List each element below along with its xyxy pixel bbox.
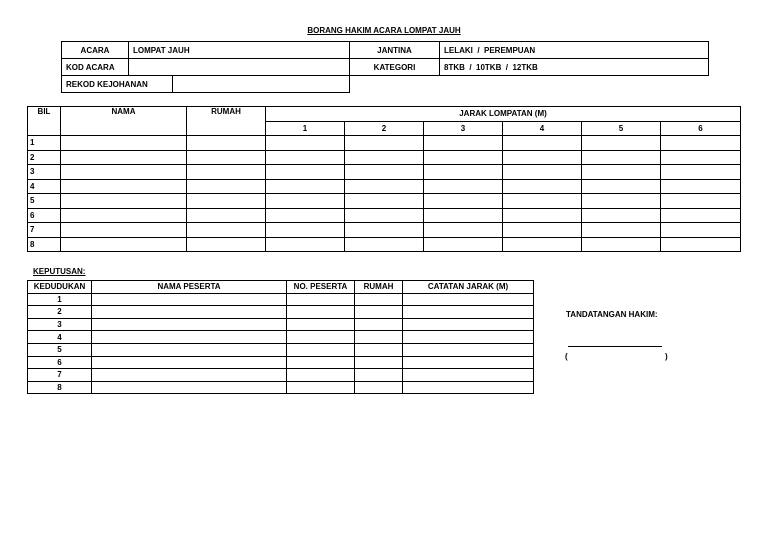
table-row: [28, 306, 534, 319]
entry-cell[interactable]: [355, 306, 403, 319]
jantina-value: LELAKI / PEREMPUAN: [440, 42, 709, 59]
entry-cell[interactable]: [187, 223, 266, 238]
entry-cell[interactable]: [355, 318, 403, 331]
table-row: [28, 331, 534, 344]
table-row: [28, 179, 741, 194]
entry-cell[interactable]: [355, 369, 403, 382]
entry-cell[interactable]: [503, 208, 582, 223]
entry-cell[interactable]: [661, 223, 741, 238]
kategori-label: KATEGORI: [350, 59, 440, 76]
keputusan-label: KEPUTUSAN:: [33, 267, 86, 276]
entry-cell[interactable]: [187, 165, 266, 180]
bil-header: BIL: [28, 107, 61, 136]
entry-cell[interactable]: [424, 179, 503, 194]
entry-cell[interactable]: [424, 165, 503, 180]
nama-header: NAMA: [61, 107, 187, 136]
entry-cell[interactable]: [661, 150, 741, 165]
entry-cell[interactable]: [661, 194, 741, 209]
entry-cell[interactable]: [355, 343, 403, 356]
kategori-value: 8TKB / 10TKB / 12TKB: [440, 59, 709, 76]
row-number: 3: [28, 165, 61, 180]
entry-cell[interactable]: [582, 194, 661, 209]
event-info-table: [61, 41, 709, 76]
entry-cell[interactable]: [61, 150, 187, 165]
entry-cell[interactable]: [61, 208, 187, 223]
table-row: [28, 223, 741, 238]
entry-cell[interactable]: [661, 208, 741, 223]
entry-cell[interactable]: [92, 306, 287, 319]
acara-value: LOMPAT JAUH: [129, 42, 350, 59]
entry-cell[interactable]: [403, 369, 534, 382]
entry-cell[interactable]: [503, 223, 582, 238]
attempt-header-3: 3: [424, 121, 503, 136]
entry-cell[interactable]: [661, 237, 741, 252]
signature-label: TANDATANGAN HAKIM:: [566, 310, 658, 319]
attempt-header-5: 5: [582, 121, 661, 136]
entry-cell[interactable]: [424, 150, 503, 165]
position-number: 3: [28, 318, 92, 331]
entry-cell[interactable]: [61, 165, 187, 180]
table-row: [28, 356, 534, 369]
entry-cell[interactable]: [582, 223, 661, 238]
entry-cell[interactable]: [345, 179, 424, 194]
entry-cell[interactable]: [187, 136, 266, 151]
entry-cell[interactable]: [503, 150, 582, 165]
entry-cell[interactable]: [266, 237, 345, 252]
entry-cell[interactable]: [661, 136, 741, 151]
entry-cell[interactable]: [266, 165, 345, 180]
rekod-kejohanan-label: REKOD KEJOHANAN: [62, 76, 173, 93]
signature-line[interactable]: [568, 346, 662, 347]
catatan-jarak-header: CATATAN JARAK (M): [403, 281, 534, 294]
table-row: [28, 165, 741, 180]
entry-cell[interactable]: [61, 136, 187, 151]
row-number: 6: [28, 208, 61, 223]
table-row: [28, 293, 534, 306]
entry-cell[interactable]: [266, 208, 345, 223]
entry-cell[interactable]: [503, 237, 582, 252]
entry-cell[interactable]: [61, 237, 187, 252]
table-row: [28, 194, 741, 209]
entry-cell[interactable]: [92, 318, 287, 331]
entry-cell[interactable]: [403, 343, 534, 356]
table-row: [28, 150, 741, 165]
attempt-header-6: 6: [661, 121, 741, 136]
entry-cell[interactable]: [61, 194, 187, 209]
entry-cell[interactable]: [355, 331, 403, 344]
entry-cell[interactable]: [424, 208, 503, 223]
entry-cell[interactable]: [287, 356, 355, 369]
entry-cell[interactable]: [582, 150, 661, 165]
table-row: [28, 136, 741, 151]
entry-cell[interactable]: [266, 179, 345, 194]
entry-cell[interactable]: [287, 318, 355, 331]
row-number: 5: [28, 194, 61, 209]
entry-cell[interactable]: [582, 165, 661, 180]
entry-cell[interactable]: [287, 331, 355, 344]
entry-cell[interactable]: [187, 208, 266, 223]
position-number: 6: [28, 356, 92, 369]
position-number: 4: [28, 331, 92, 344]
entry-cell[interactable]: [403, 331, 534, 344]
entry-cell[interactable]: [266, 136, 345, 151]
no-peserta-header: NO. PESERTA: [287, 281, 355, 294]
table-row: [28, 369, 534, 382]
entry-cell[interactable]: [266, 194, 345, 209]
rekod-kejohanan-value[interactable]: [173, 76, 350, 93]
position-number: 7: [28, 369, 92, 382]
position-number: 2: [28, 306, 92, 319]
entry-cell[interactable]: [403, 318, 534, 331]
entry-cell[interactable]: [503, 179, 582, 194]
entry-cell[interactable]: [187, 179, 266, 194]
rumah-header: RUMAH: [355, 281, 403, 294]
nama-peserta-header: NAMA PESERTA: [92, 281, 287, 294]
entry-cell[interactable]: [187, 237, 266, 252]
entry-cell[interactable]: [582, 136, 661, 151]
entry-cell[interactable]: [345, 223, 424, 238]
row-number: 1: [28, 136, 61, 151]
entry-cell[interactable]: [424, 237, 503, 252]
entry-cell[interactable]: [345, 194, 424, 209]
entry-cell[interactable]: [661, 179, 741, 194]
entry-cell[interactable]: [345, 150, 424, 165]
entry-cell[interactable]: [503, 165, 582, 180]
entry-cell[interactable]: [287, 369, 355, 382]
entry-cell[interactable]: [187, 194, 266, 209]
entry-cell[interactable]: [582, 237, 661, 252]
entry-cell[interactable]: [61, 223, 187, 238]
attempt-header-1: 1: [266, 121, 345, 136]
entry-cell[interactable]: [582, 208, 661, 223]
kod-acara-value[interactable]: [129, 59, 350, 76]
entry-cell[interactable]: [355, 381, 403, 394]
kedudukan-header: KEDUDUKAN: [28, 281, 92, 294]
jantina-label: JANTINA: [350, 42, 440, 59]
entry-cell[interactable]: [355, 356, 403, 369]
entry-cell[interactable]: [61, 179, 187, 194]
position-number: 5: [28, 343, 92, 356]
jarak-header: JARAK LOMPATAN (M): [266, 107, 741, 122]
row-number: 7: [28, 223, 61, 238]
signature-open-paren: (: [565, 352, 568, 361]
signature-close-paren: ): [665, 352, 668, 361]
entry-cell[interactable]: [403, 306, 534, 319]
entry-cell[interactable]: [287, 293, 355, 306]
entry-cell[interactable]: [92, 369, 287, 382]
entry-cell[interactable]: [187, 150, 266, 165]
entry-cell[interactable]: [92, 381, 287, 394]
table-row: [28, 343, 534, 356]
entry-cell[interactable]: [92, 343, 287, 356]
entry-cell[interactable]: [287, 306, 355, 319]
kod-acara-label: KOD ACARA: [62, 59, 129, 76]
rumah-header: RUMAH: [187, 107, 266, 136]
attempt-header-2: 2: [345, 121, 424, 136]
entry-cell[interactable]: [92, 356, 287, 369]
form-title: BORANG HAKIM ACARA LOMPAT JAUH: [307, 26, 461, 35]
entry-cell[interactable]: [287, 381, 355, 394]
entry-cell[interactable]: [503, 136, 582, 151]
entry-cell[interactable]: [287, 343, 355, 356]
entry-cell[interactable]: [345, 136, 424, 151]
entry-cell[interactable]: [503, 194, 582, 209]
position-number: 1: [28, 293, 92, 306]
entry-cell[interactable]: [355, 293, 403, 306]
entry-cell[interactable]: [92, 293, 287, 306]
entry-cell[interactable]: [403, 356, 534, 369]
entry-cell[interactable]: [266, 223, 345, 238]
table-row: [28, 381, 534, 394]
acara-label: ACARA: [62, 42, 129, 59]
attempt-header-4: 4: [503, 121, 582, 136]
entry-cell[interactable]: [424, 194, 503, 209]
table-row: [28, 318, 534, 331]
entry-cell[interactable]: [661, 165, 741, 180]
table-row: [28, 237, 741, 252]
position-number: 8: [28, 381, 92, 394]
table-row: [28, 208, 741, 223]
row-number: 4: [28, 179, 61, 194]
entry-cell[interactable]: [266, 150, 345, 165]
entry-cell[interactable]: [345, 165, 424, 180]
entry-cell[interactable]: [582, 179, 661, 194]
entry-cell[interactable]: [92, 331, 287, 344]
entry-cell[interactable]: [424, 223, 503, 238]
entry-cell[interactable]: [403, 293, 534, 306]
entry-cell[interactable]: [424, 136, 503, 151]
entry-cell[interactable]: [345, 237, 424, 252]
jump-distance-table: [27, 106, 741, 252]
entry-cell[interactable]: [345, 208, 424, 223]
rekod-table: [61, 75, 350, 93]
entry-cell[interactable]: [403, 381, 534, 394]
results-table: [27, 280, 534, 394]
row-number: 8: [28, 237, 61, 252]
row-number: 2: [28, 150, 61, 165]
